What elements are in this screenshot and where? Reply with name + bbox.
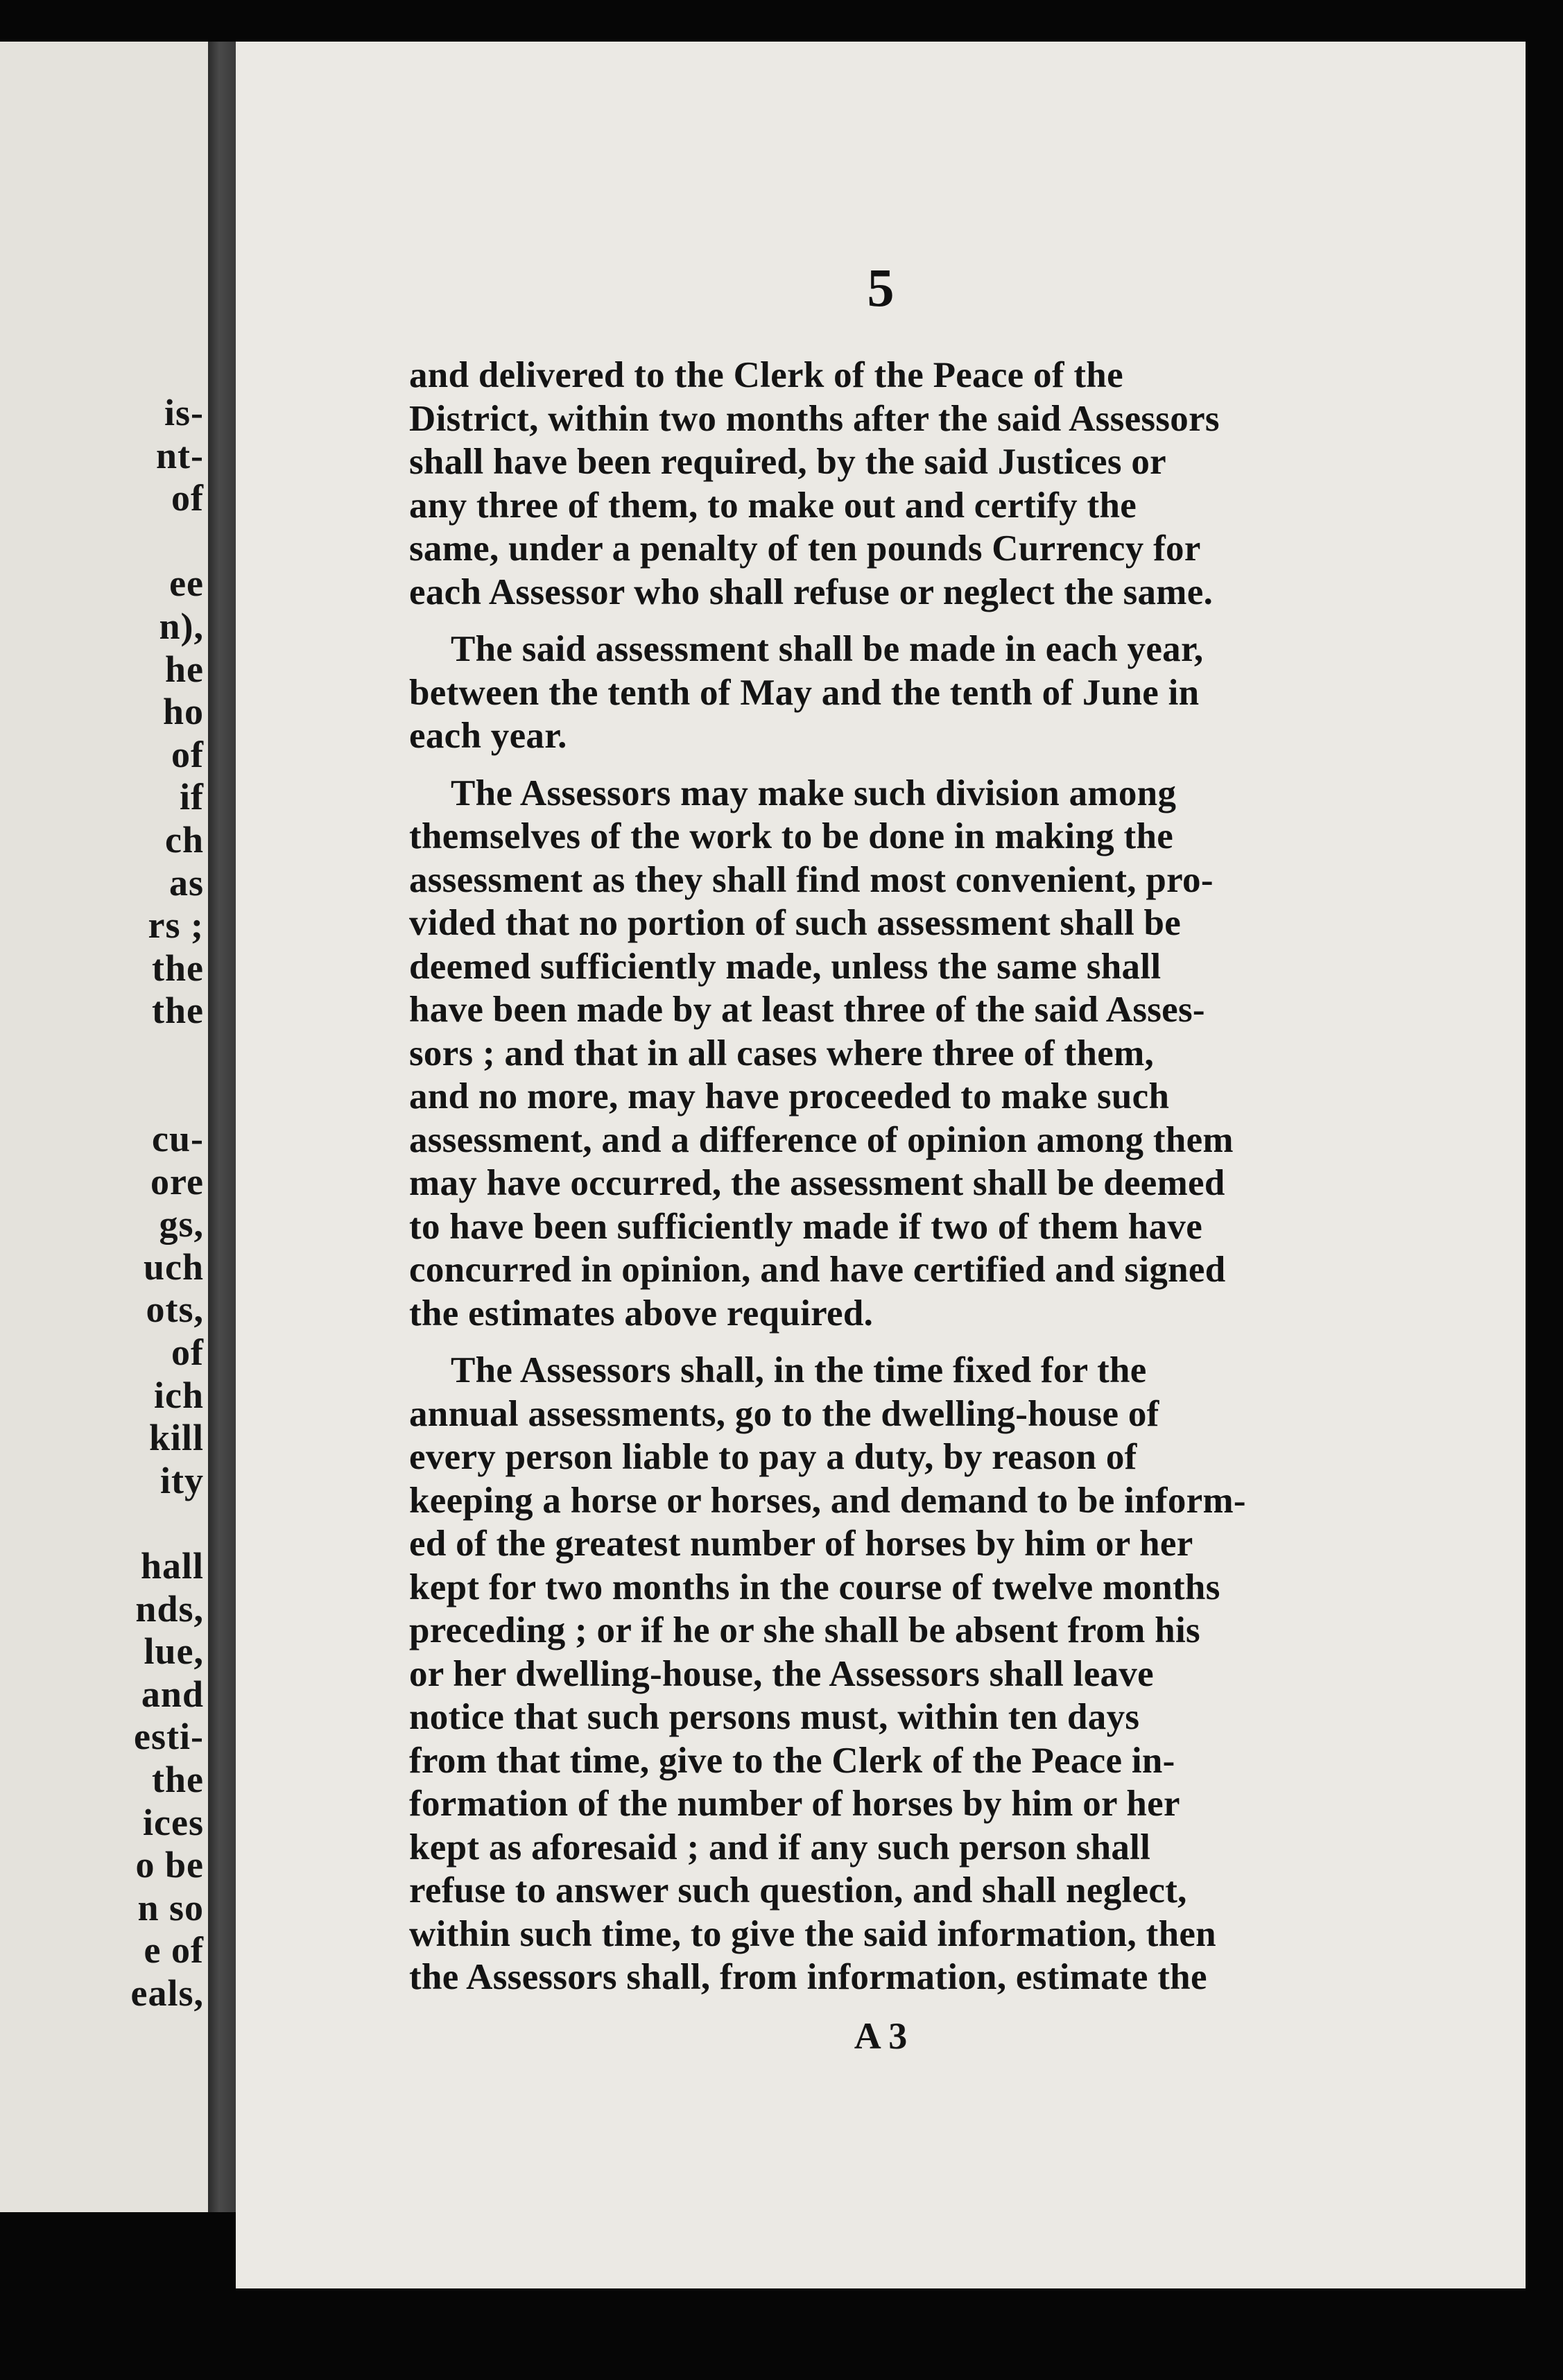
text-line: formation of the number of horses by him or her: [409, 1784, 1180, 1824]
left-line: uch: [143, 1245, 204, 1288]
text-line: preceding ; or if he or she shall be absent from his: [409, 1610, 1200, 1650]
text-line: The Assessors shall, in the time fixed for the: [451, 1350, 1147, 1390]
left-line: ee: [169, 562, 204, 605]
text-line: between the tenth of May and the tenth of June in: [409, 672, 1200, 713]
left-page-text: [0, 392, 208, 2015]
left-line: nt-: [156, 434, 204, 476]
left-line: ich: [153, 1374, 204, 1416]
left-line: eals,: [130, 1972, 204, 2014]
text-line: kept for two months in the course of twelve months: [409, 1567, 1220, 1607]
text-line: assessment, and a difference of opinion among them: [409, 1119, 1234, 1160]
left-line: [0, 520, 208, 563]
left-line: gs,: [159, 1203, 204, 1245]
left-line: rs ;: [148, 904, 204, 947]
signature-mark: A 3: [854, 2015, 908, 2057]
left-line: ots,: [146, 1288, 204, 1331]
left-line: kill: [148, 1417, 204, 1459]
left-line: if: [180, 776, 204, 818]
text-line: The said assessment shall be made in each year,: [451, 629, 1204, 669]
text-line: notice that such persons must, within ten days: [409, 1697, 1140, 1737]
left-line: ity: [160, 1459, 204, 1501]
left-line: the: [152, 947, 204, 989]
left-line: ices: [143, 1801, 204, 1843]
text-line: same, under a penalty of ten pounds Currency for: [409, 528, 1201, 569]
text-line: ed of the greatest number of horses by him or her: [409, 1524, 1193, 1564]
left-line: esti-: [134, 1716, 204, 1758]
text-line: annual assessments, go to the dwelling-house of: [409, 1393, 1159, 1434]
left-line: [0, 1033, 208, 1076]
body-text: [409, 354, 1526, 2013]
left-line: o be: [135, 1844, 204, 1886]
left-line: nds,: [135, 1587, 204, 1630]
left-line: hall: [140, 1545, 204, 1587]
text-line: the Assessors shall, from information, estimate the: [409, 1957, 1207, 1997]
left-line: is-: [164, 392, 204, 433]
left-line: the: [152, 1759, 204, 1800]
text-line: themselves of the work to be done in making the: [409, 816, 1174, 856]
text-line: shall have been required, by the said Justices or: [409, 442, 1166, 482]
text-line: have been made by at least three of the said Asses-: [409, 990, 1205, 1030]
left-line: and: [141, 1673, 204, 1715]
left-line: e of: [144, 1929, 204, 1972]
left-line: [0, 1076, 208, 1119]
text-line: and no more, may have proceeded to make such: [409, 1076, 1170, 1116]
left-line: n),: [159, 605, 204, 647]
text-line: assessment as they shall find most convenient, pro-: [409, 859, 1214, 900]
page-number: 5: [867, 257, 895, 318]
text-line: The Assessors may make such division among: [451, 773, 1177, 813]
text-line: sors ; and that in all cases where three of them,: [409, 1033, 1155, 1073]
left-line: of: [171, 1331, 204, 1374]
text-line: each year.: [409, 716, 567, 756]
left-line: of: [171, 733, 204, 775]
left-line: the: [152, 990, 204, 1032]
paragraph: [409, 354, 1526, 614]
text-line: refuse to answer such question, and shall neglect,: [409, 1870, 1187, 1911]
text-line: the estimates above required.: [409, 1293, 874, 1334]
text-line: District, within two months after the said Assessors: [409, 398, 1220, 439]
text-line: to have been sufficiently made if two of them have: [409, 1206, 1203, 1247]
text-line: vided that no portion of such assessment shall be: [409, 903, 1182, 943]
left-line: ore: [150, 1160, 204, 1202]
text-line: kept as aforesaid ; and if any such person shall: [409, 1827, 1151, 1868]
text-line: may have occurred, the assessment shall be deemed: [409, 1163, 1225, 1203]
left-line: he: [165, 648, 204, 690]
left-line: n so: [137, 1886, 204, 1929]
text-line: keeping a horse or horses, and demand to be inform-: [409, 1480, 1246, 1521]
left-line: lue,: [144, 1630, 204, 1673]
left-line: cu-: [152, 1118, 204, 1160]
left-page: [0, 42, 208, 2212]
text-line: from that time, give to the Clerk of the Peace in-: [409, 1740, 1175, 1781]
text-line: every person liable to pay a duty, by reason of: [409, 1437, 1137, 1477]
paragraph: [409, 628, 1526, 758]
paragraph: [409, 772, 1526, 1336]
book-gutter: [208, 42, 236, 2212]
right-page: [236, 42, 1526, 2288]
left-line: ch: [165, 818, 204, 861]
left-line: ho: [162, 691, 204, 733]
left-line: of: [171, 477, 204, 519]
left-line: [0, 1502, 208, 1545]
text-line: any three of them, to make out and certify the: [409, 485, 1137, 526]
text-line: or her dwelling-house, the Assessors shall leave: [409, 1653, 1154, 1694]
text-line: concurred in opinion, and have certified and signed: [409, 1250, 1226, 1290]
text-line: deemed sufficiently made, unless the same shall: [409, 946, 1162, 987]
text-line: and delivered to the Clerk of the Peace of the: [409, 355, 1123, 395]
paragraph: [409, 1349, 1526, 1999]
text-line: each Assessor who shall refuse or neglect the same.: [409, 571, 1214, 612]
text-line: within such time, to give the said information, then: [409, 1913, 1216, 1954]
left-line: as: [169, 861, 204, 904]
